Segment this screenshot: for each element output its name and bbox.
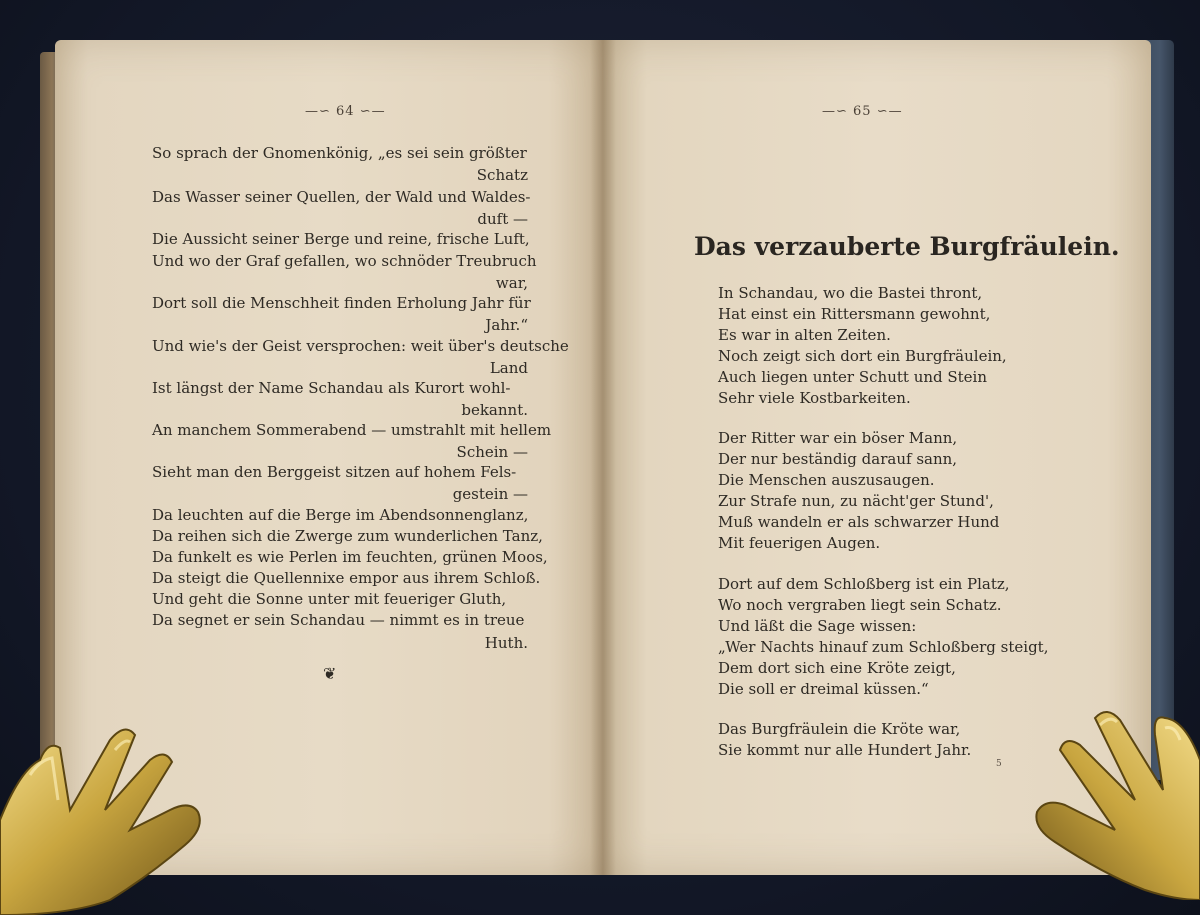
right-line: Die Menschen auszusaugen. xyxy=(718,471,935,489)
right-line: Dem dort sich eine Kröte zeigt, xyxy=(718,659,956,677)
right-line: „Wer Nachts hinauf zum Schloßberg steigt, xyxy=(718,638,1049,656)
left-line: war, xyxy=(495,274,528,292)
right-line: Sehr viele Kostbarkeiten. xyxy=(718,389,911,407)
right-line: Die soll er dreimal küssen.“ xyxy=(718,680,929,698)
right-line: Sie kommt nur alle Hundert Jahr. xyxy=(718,741,972,759)
right-line: Und läßt die Sage wissen: xyxy=(718,617,917,635)
left-line: Da leuchten auf die Berge im Abendsonnenglanz, xyxy=(152,506,529,524)
right-line: Der Ritter war ein böser Mann, xyxy=(718,429,958,447)
right-line: Zur Strafe nun, zu nächt'ger Stund', xyxy=(718,492,994,510)
right-line: In Schandau, wo die Bastei thront, xyxy=(718,284,983,302)
left-line: Land xyxy=(489,359,528,377)
right-page-number: —∽ 65 ∽— xyxy=(822,104,903,119)
left-line: Da segnet er sein Schandau — nimmt es in treue xyxy=(152,611,525,629)
right-line: Mit feuerigen Augen. xyxy=(718,534,881,552)
right-line: Wo noch vergraben liegt sein Schatz. xyxy=(718,596,1002,614)
poem-title: Das verzauberte Burgfräulein. xyxy=(694,232,1120,261)
brass-hand-weight-left xyxy=(0,700,230,915)
left-line: bekannt. xyxy=(461,401,528,419)
right-line: Muß wandeln er als schwarzer Hund xyxy=(718,513,1000,531)
signature-mark: 5 xyxy=(996,759,1002,769)
left-line: An manchem Sommerabend — umstrahlt mit hellem xyxy=(152,421,552,439)
left-line: Und wie's der Geist versprochen: weit über's deutsche xyxy=(152,337,569,355)
left-line: duft — xyxy=(477,210,528,228)
left-line: Ist längst der Name Schandau als Kurort wohl- xyxy=(152,379,511,397)
left-line: Da steigt die Quellennixe empor aus ihrem Schloß. xyxy=(152,569,541,587)
right-line: Noch zeigt sich dort ein Burgfräulein, xyxy=(718,347,1007,365)
left-line: Schatz xyxy=(476,166,528,184)
right-line: Auch liegen unter Schutt und Stein xyxy=(718,368,988,386)
left-line: Da reihen sich die Zwerge zum wunderlichen Tanz, xyxy=(152,527,543,545)
left-line: Das Wasser seiner Quellen, der Wald und Waldes- xyxy=(152,188,531,206)
book-gutter xyxy=(590,40,616,875)
left-line: Und geht die Sonne unter mit feueriger Gluth, xyxy=(152,590,507,608)
left-line: Jahr.“ xyxy=(485,316,528,334)
right-line: Der nur beständig darauf sann, xyxy=(718,450,958,468)
left-line: So sprach der Gnomenkönig, „es sei sein größter xyxy=(152,144,527,162)
left-line: Die Aussicht seiner Berge und reine, frische Luft, xyxy=(152,230,530,248)
left-line: Da funkelt es wie Perlen im feuchten, grünen Moos, xyxy=(152,548,548,566)
right-line: Hat einst ein Rittersmann gewohnt, xyxy=(718,305,991,323)
left-line: Sieht man den Berggeist sitzen auf hohem Fels- xyxy=(152,463,517,481)
brass-hand-weight-right xyxy=(1025,700,1200,900)
left-page-number: —∽ 64 ∽— xyxy=(305,104,386,119)
right-line: Es war in alten Zeiten. xyxy=(718,326,891,344)
left-line: Dort soll die Menschheit finden Erholung Jahr für xyxy=(152,294,531,312)
right-line: Dort auf dem Schloßberg ist ein Platz, xyxy=(718,575,1010,593)
left-line: Schein — xyxy=(456,443,528,461)
right-line: Das Burgfräulein die Kröte war, xyxy=(718,720,961,738)
fleuron-ornament: ❦ xyxy=(323,664,337,683)
left-line: gestein — xyxy=(452,485,528,503)
left-line: Huth. xyxy=(484,634,528,652)
left-line: Und wo der Graf gefallen, wo schnöder Treubruch xyxy=(152,252,537,270)
